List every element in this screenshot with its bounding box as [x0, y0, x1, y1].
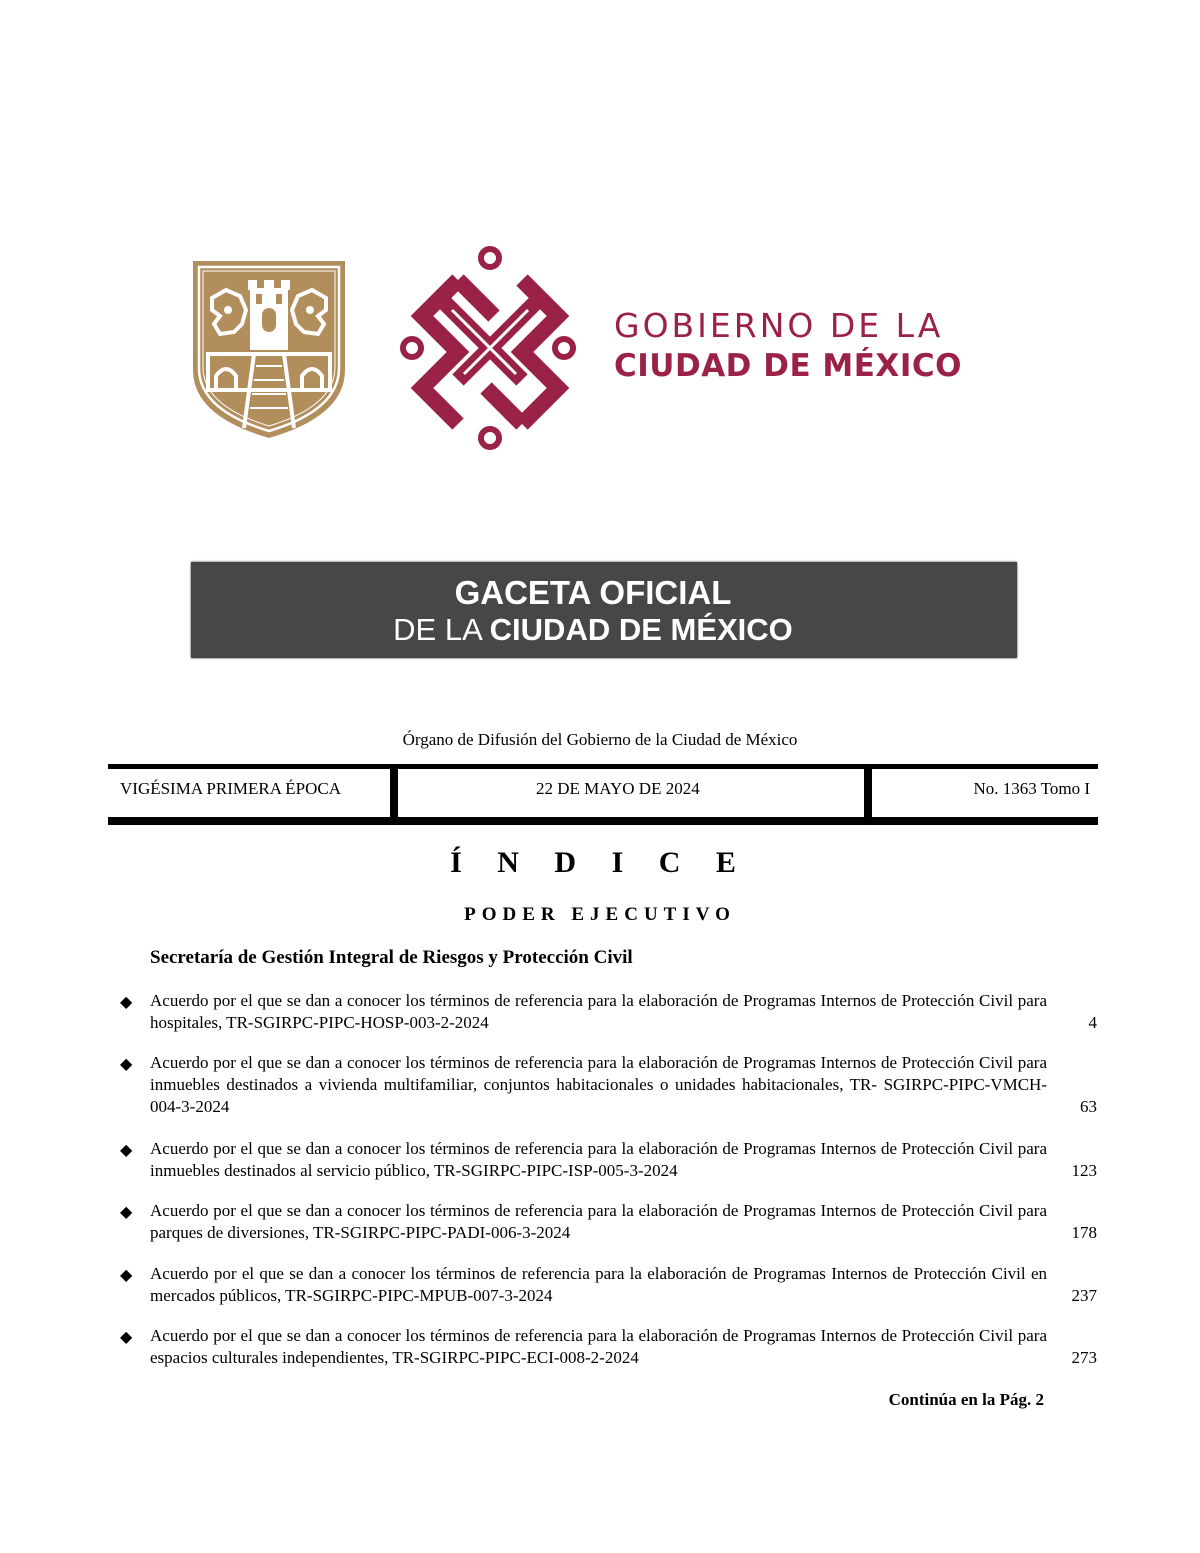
government-wordmark — [614, 306, 962, 386]
banner-title: GACETA OFICIAL — [454, 574, 732, 611]
epoch-bar — [108, 764, 1098, 826]
epoch-rule-top — [108, 764, 1098, 769]
gov-title-line1: GOBIERNO DE LA — [614, 306, 944, 345]
gov-title-line2: CIUDAD DE MÉXICO — [614, 348, 962, 384]
entry-text: Acuerdo por el que se dan a conocer los términos de referencia para la elaboración de Programas Internos de Protección Civil para hospitales, TR-SGIRPC-PIPC-HOSP-003-2-2024 — [150, 991, 1047, 1032]
gaceta-banner — [191, 562, 1017, 658]
cdmx-coat-of-arms-icon — [190, 258, 348, 440]
diamond-bullet-icon: ◆ — [120, 1204, 133, 1221]
epoch-divider — [390, 764, 398, 817]
entry-page-number: 4 — [1088, 1013, 1097, 1032]
epoch-label: VIGÉSIMA PRIMERA ÉPOCA — [120, 779, 342, 798]
entry-text: Acuerdo por el que se dan a conocer los términos de referencia para la elaboración de Programas Internos de Protección Civil para inmuebles destinados al servicio público, TR-SGIRPC-PIPC-ISP-005-3-2024 — [150, 1139, 1047, 1180]
diamond-bullet-icon: ◆ — [120, 1329, 133, 1346]
entry-text: Acuerdo por el que se dan a conocer los términos de referencia para la elaboración de Programas Internos de Protección Civil en mercados públicos, TR-SGIRPC-PIPC-MPUB-007-3-2024 — [150, 1264, 1047, 1305]
entry-text: Acuerdo por el que se dan a conocer los términos de referencia para la elaboración de Programas Internos de Protección Civil para espacios culturales independientes, TR-SGIRPC-PIPC-ECI-008-2-2024 — [150, 1326, 1047, 1367]
entry-page-number: 178 — [1071, 1223, 1097, 1242]
banner-subtitle — [169, 612, 1017, 648]
entry-text: Acuerdo por el que se dan a conocer los términos de referencia para la elaboración de Programas Internos de Protección Civil para inmuebles destinados a vivienda multifamiliar, conjuntos habitacionales o unidades habitacionales, TR- SGIRPC-PIPC-VMCH-004-3-2024 — [150, 1053, 1047, 1116]
diamond-bullet-icon: ◆ — [120, 1267, 133, 1284]
entry-page-number: 123 — [1071, 1161, 1097, 1180]
banner-subtitle-prefix: DE LA — [393, 612, 490, 647]
cdmx-emblem-icon — [398, 244, 578, 452]
entry-page-number: 273 — [1071, 1348, 1097, 1367]
diamond-bullet-icon: ◆ — [120, 1056, 133, 1073]
entry-page-number: 63 — [1080, 1097, 1097, 1116]
epoch-divider — [864, 764, 872, 817]
issue-number: No. 1363 Tomo I — [973, 779, 1090, 798]
banner-subtitle-bold: CIUDAD DE MÉXICO — [489, 612, 793, 647]
entry-text: Acuerdo por el que se dan a conocer los términos de referencia para la elaboración de Programas Internos de Protección Civil para parques de diversiones, TR-SGIRPC-PIPC-PADI-006-3-2024 — [150, 1201, 1047, 1242]
secretaria-heading: Secretaría de Gestión Integral de Riesgos y Protección Civil — [150, 947, 633, 968]
organo-difusion: Órgano de Difusión del Gobierno de la Ciudad de México — [402, 730, 798, 749]
index-title: Í N D I C E — [450, 846, 750, 879]
continues-note: Continúa en la Pág. 2 — [888, 1390, 1044, 1409]
epoch-rule-bottom — [108, 817, 1098, 825]
diamond-bullet-icon: ◆ — [120, 1142, 133, 1159]
publication-date: 22 DE MAYO DE 2024 — [536, 779, 700, 798]
section-heading: PODER EJECUTIVO — [464, 904, 736, 925]
entry-page-number: 237 — [1071, 1286, 1097, 1305]
diamond-bullet-icon: ◆ — [120, 994, 133, 1011]
